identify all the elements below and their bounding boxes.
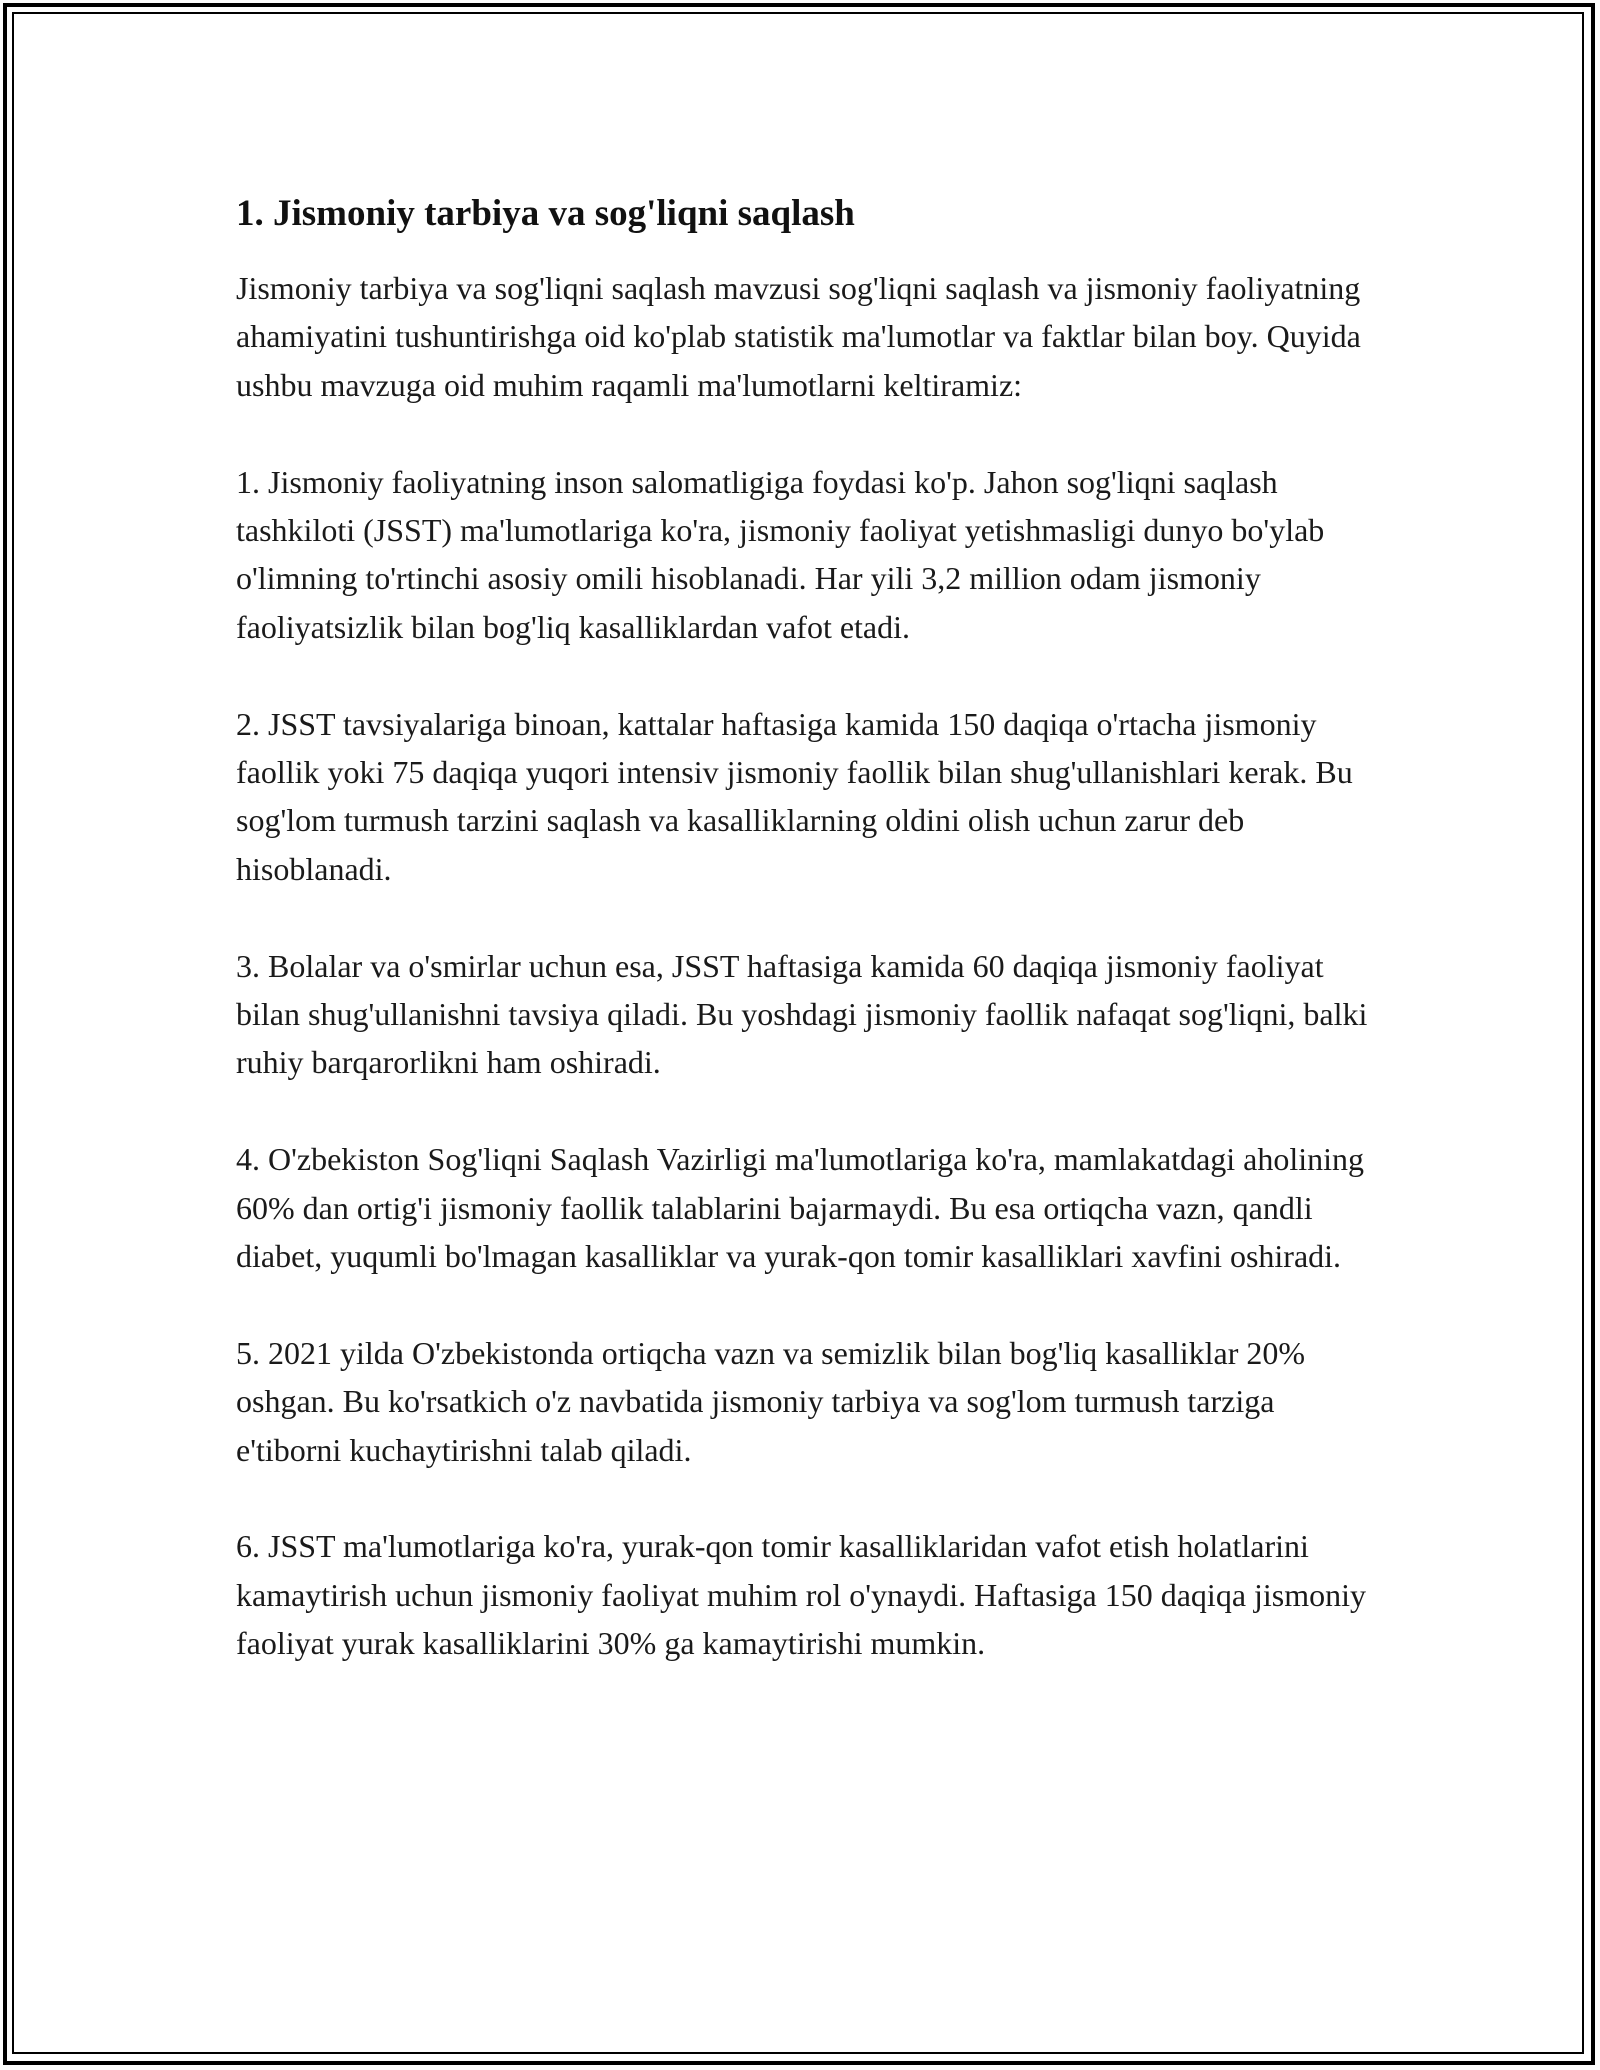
- section-title: 1. Jismoniy tarbiya va sog'liqni saqlash: [236, 193, 855, 234]
- intro-paragraph: Jismoniy tarbiya va sog'liqni saqlash mavzusi sog'liqni saqlash va jismoniy faoliyatning ahamiyatini tushuntirishga oid ko'plab statistik ma'lumotlar va faktlar bilan boy. Quyida ushbu mavzuga oid muhim raqamli ma'lumotlarni keltiramiz:: [236, 270, 1361, 403]
- document-body: [236, 188, 1386, 1668]
- fact-paragraph-2: 2. JSST tavsiyalariga binoan, kattalar haftasiga kamida 150 daqiqa o'rtacha jismoniy faollik yoki 75 daqiqa yuqori intensiv jismoniy faollik bilan shug'ullanishlari kerak. Bu sog'lom turmush tarzini saqlash va kasalliklarning oldini olish uchun zarur deb hisoblanadi.: [236, 705, 1353, 887]
- fact-paragraph-4: 4. O'zbekiston Sog'liqni Saqlash Vazirligi ma'lumotlariga ko'ra, mamlakatdagi aholining 60% dan ortig'i jismoniy faollik talablarini bajarmaydi. Bu esa ortiqcha vazn, qandli diabet, yuqumli bo'lmagan kasalliklar va yurak-qon tomir kasalliklari xavfini oshiradi.: [236, 1141, 1365, 1275]
- fact-paragraph-6: 6. JSST ma'lumotlariga ko'ra, yurak-qon tomir kasalliklaridan vafot etish holatlarini kamaytirish uchun jismoniy faoliyat muhim rol o'ynaydi. Haftasiga 150 daqiqa jismoniy faoliyat yurak kasalliklarini 30% ga kamaytirishi mumkin.: [236, 1528, 1367, 1662]
- fact-paragraph-5: 5. 2021 yilda O'zbekistonda ortiqcha vazn va semizlik bilan bog'liq kasalliklar 20% oshgan. Bu ko'rsatkich o'z navbatida jismoniy tarbiya va sog'lom turmush tarziga e'tiborni kuchaytirishni talab qiladi.: [236, 1334, 1306, 1468]
- fact-paragraph-3: 3. Bolalar va o'smirlar uchun esa, JSST haftasiga kamida 60 daqiqa jismoniy faoliyat bilan shug'ullanishni tavsiya qiladi. Bu yoshdagi jismoniy faollik nafaqat sog'liqni, balki ruhiy barqarorlikni ham oshiradi.: [236, 947, 1368, 1081]
- fact-paragraph-1: 1. Jismoniy faoliyatning inson salomatligiga foydasi ko'p. Jahon sog'liqni saqlash tashkiloti (JSST) ma'lumotlariga ko'ra, jismoniy faoliyat yetishmasligi dunyo bo'ylab o'limning to'rtinchi asosiy omili hisoblanadi. Har yili 3,2 million odam jismoniy faoliyatsizlik bilan bog'liq kasalliklardan vafot etadi.: [236, 463, 1325, 645]
